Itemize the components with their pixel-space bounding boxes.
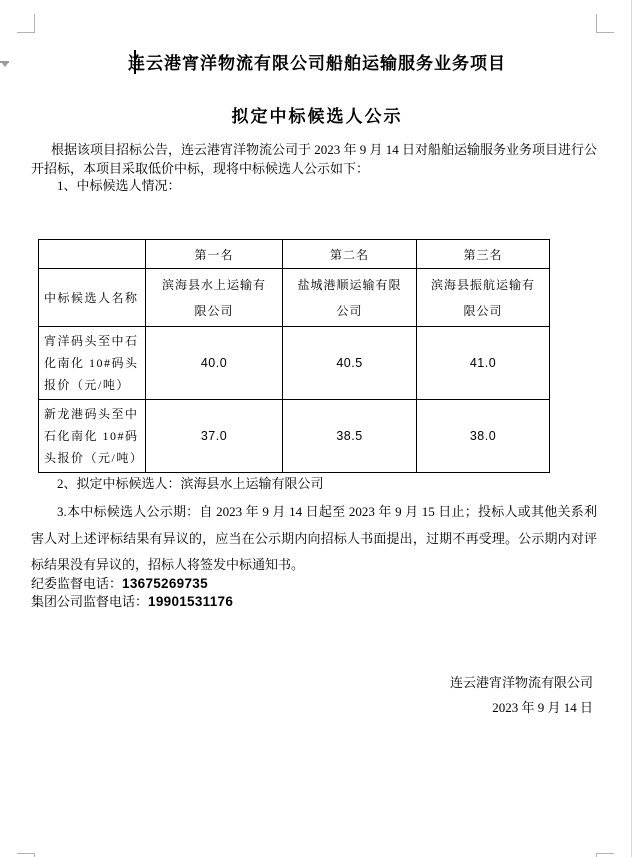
discipline-phone-number: 13675269735 bbox=[122, 576, 208, 591]
candidates-table bbox=[38, 239, 550, 473]
xinlonggang-price-2: 38.5 bbox=[283, 400, 417, 473]
candidate-1-name: 滨海县水上运输有限公司 bbox=[146, 269, 283, 327]
table-header-second: 第二名 bbox=[283, 240, 417, 269]
document-title: 连云港宵洋物流有限公司船舶运输服务业务项目 bbox=[128, 54, 506, 73]
xiaoyang-price-1: 40.0 bbox=[146, 327, 283, 400]
discipline-phone-label: 纪委监督电话： bbox=[31, 576, 123, 591]
signature-date: 2023 年 9 月 14 日 bbox=[492, 700, 593, 715]
section-2-text: 2、拟定中标候选人：滨海县水上运输有限公司 bbox=[57, 476, 324, 491]
crop-mark-bottom-left-icon bbox=[17, 853, 35, 857]
crop-mark-bottom-right-icon bbox=[596, 853, 614, 857]
discipline-phone-line bbox=[31, 575, 431, 593]
row-label-candidate-name: 中标候选人名称 bbox=[39, 269, 146, 327]
section-3-text: 3.本中标候选人公示期：自 2023 年 9 月 14 日起至 2023 年 9 月 15 日止；投标人或其他关系利害人对上述评标结果有异议的，应当在公示期内向招标人书面提出，过期不再受理。公示期内对评标结果没有异议的，招标人将签发中标通知书。 bbox=[31, 504, 597, 572]
signature-company: 连云港宵洋物流有限公司 bbox=[449, 675, 593, 690]
row-label-xinlonggang-price: 新龙港码头至中石化南化 10#码头报价（元/吨） bbox=[39, 400, 146, 473]
table-row-xinlonggang-price bbox=[39, 400, 550, 473]
table-header-row bbox=[39, 240, 550, 269]
group-phone-number: 19901531176 bbox=[148, 593, 234, 609]
xinlonggang-price-1: 37.0 bbox=[146, 400, 283, 473]
xiaoyang-price-3: 41.0 bbox=[417, 327, 550, 400]
group-phone-line bbox=[31, 593, 431, 611]
row-label-xiaoyang-price: 宵洋码头至中石化南化 10#码头报价（元/吨） bbox=[39, 327, 146, 400]
crop-mark-top-left-icon bbox=[17, 14, 35, 33]
table-row-candidate-names bbox=[39, 269, 550, 327]
section-1-heading: 1、中标候选人情况： bbox=[57, 178, 181, 193]
signature-block bbox=[450, 670, 593, 720]
crop-mark-top-right-icon bbox=[596, 14, 614, 33]
table-header-third: 第三名 bbox=[417, 240, 550, 269]
candidate-2-name: 盐城港顺运输有限公司 bbox=[283, 269, 417, 327]
group-phone-label: 集团公司监督电话： bbox=[31, 593, 149, 609]
table-row-xiaoyang-price bbox=[39, 327, 550, 400]
xiaoyang-price-2: 40.5 bbox=[283, 327, 417, 400]
supervision-contacts bbox=[31, 575, 431, 610]
page-edge-line bbox=[631, 0, 632, 857]
intro-paragraph: 根据该项目招标公告，连云港宵洋物流公司于 2023 年 9 月 14 日对船舶运输服务业务项目进行公开招标，本项目采取低价中标，现将中标候选人公示如下： bbox=[31, 142, 598, 176]
table-corner-cell bbox=[39, 240, 146, 269]
candidate-3-name: 滨海县振航运输有限公司 bbox=[417, 269, 550, 327]
xinlonggang-price-3: 38.0 bbox=[417, 400, 550, 473]
document-subtitle: 拟定中标候选人公示 bbox=[231, 107, 403, 126]
table-header-first: 第一名 bbox=[146, 240, 283, 269]
